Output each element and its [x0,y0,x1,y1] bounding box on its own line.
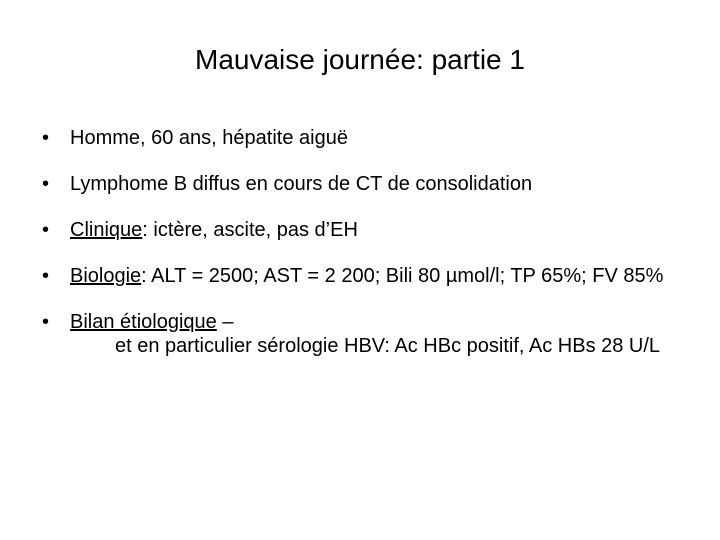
bullet-text: Lymphome B diffus en cours de CT de consolidation [70,173,533,195]
bullet-continuation: et en particulier sérologie HBV: Ac HBc positif, Ac HBs 28 U/L [115,335,661,357]
bullet-icon: • [42,219,50,241]
bullet-text: – [216,311,234,333]
bullet-item-history [40,172,680,196]
bullet-item-etiology [40,310,680,358]
bullet-icon: • [42,173,50,195]
bullet-icon: • [42,265,50,287]
bullet-text: Homme, 60 ans, hépatite aiguë [70,127,348,149]
bullet-item-biology [40,264,680,288]
slide-title: Mauvaise journée: partie 1 [195,44,525,75]
bullet-item-patient [40,126,680,150]
bullet-label: Biologie [70,265,142,287]
bullet-icon: • [42,127,50,149]
bullet-icon: • [42,311,50,333]
bullet-label: Bilan étiologique [70,311,217,333]
bullet-item-clinical [40,218,680,242]
bullet-text: : ALT = 2500; AST = 2 200; Bili 80 µmol/l; TP 65%; FV 85% [141,265,664,287]
bullet-text: : ictère, ascite, pas d’EH [142,219,358,241]
bullet-label: Clinique [70,219,143,241]
bullet-list [40,126,680,380]
